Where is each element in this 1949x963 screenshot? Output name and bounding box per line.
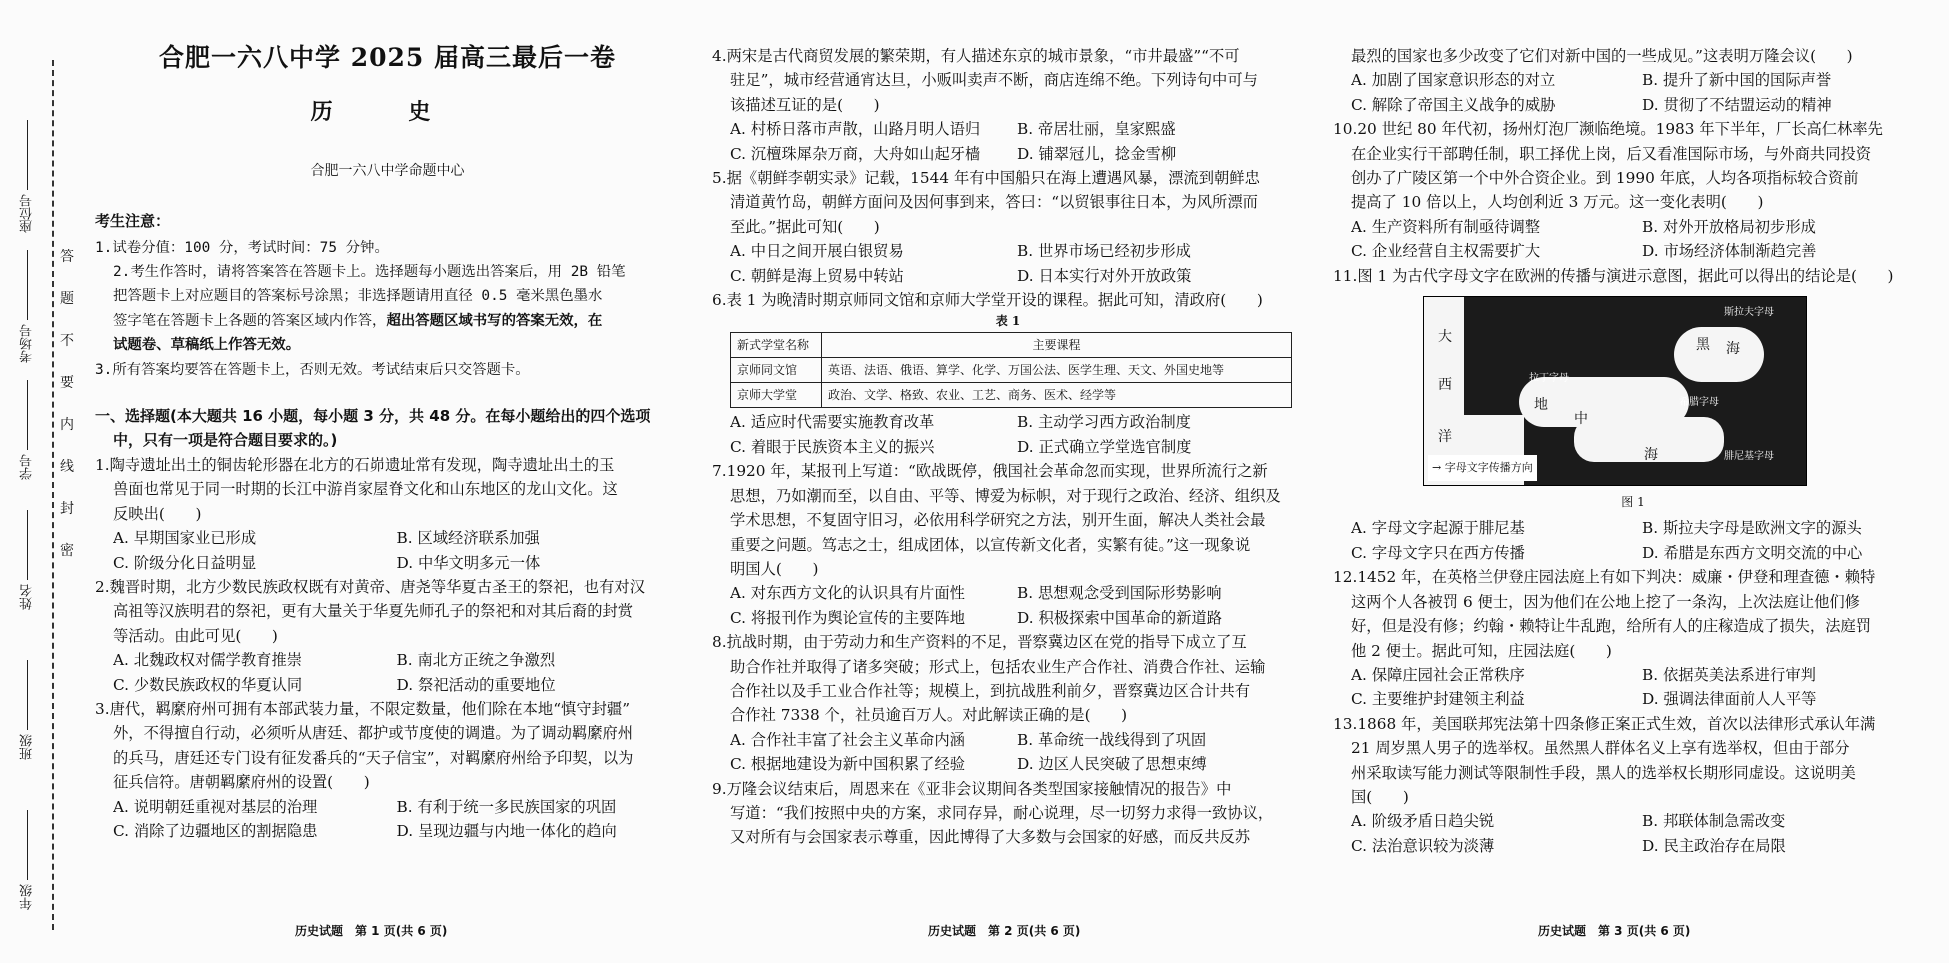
option: B. 区域经济联系加强 <box>396 529 540 548</box>
option: A. 早期国家业已形成 <box>113 529 257 548</box>
option: D. 呈现边疆与内地一体化的趋向 <box>396 821 617 840</box>
table-caption: 表 1 <box>995 314 1021 329</box>
question-4: 4.两宋是古代商贸发展的繁荣期，有人描述东京的城市景象，“市井最盛”“不可 驻足”，城市经营通宵达旦，小贩叫卖声不断，商店连绵不绝。下列诗句中可与 该描述互证的是( ) A. 村桥日落市声散，山路月明人语归 B. 帝居壮丽，皇家熙盛 C. 沉檀珠犀杂万商，大舟如山起牙樯 D. 铺翠冠儿，捻金雪柳 <box>712 44 1304 166</box>
question-2: 2.魏晋时期，北方少数民族政权既有对黄帝、唐尧等华夏古圣王的祭祀，也有对汉 高祖等汉族明君的祭祀，更有大量关于华夏先师孔子的祭祀和对其后裔的封赏 等活动。由此可见( ) A. 北魏政权对儒学教育推崇 B. 南北方正统之争激烈 C. 少数民族政权的华夏认同 D. 祭祀活动的重要地位 <box>95 575 680 697</box>
option: B. 革命统一战线得到了巩固 <box>1017 730 1207 749</box>
section-heading: 一、选择题(本大题共 16 小题，每小题 3 分，共 48 分。在每小题给出的四个选项 <box>95 407 651 426</box>
alphabet-spread-map <box>1423 296 1807 486</box>
option: D. 铺翠冠儿，捻金雪柳 <box>1017 144 1177 163</box>
grade-field: 年级 <box>18 810 37 910</box>
seal-warning: 答 题 不 要 内 线 封 密 <box>60 249 74 559</box>
option: B. 有利于统一多民族国家的巩固 <box>396 797 617 816</box>
option: D. 日本实行对外开放政策 <box>1017 266 1192 285</box>
option: D. 希腊是东西方文明交流的中心 <box>1642 543 1863 562</box>
option: B. 主动学习西方政治制度 <box>1017 413 1191 432</box>
question-9: 9.万隆会议结束后，周恩来在《亚非会议期间各类型国家接触情况的报告》中 写道：“我们按照中央的方案，求同存异，耐心说理，尽一切努力求得一致协议， 又对所有与会国家表示尊重，因此博得了大多数与会国家的好感，而反共反苏 <box>712 779 1274 847</box>
option: D. 市场经济体制渐趋完善 <box>1642 242 1817 261</box>
figure-caption: 图 1 <box>1621 495 1645 510</box>
option: C. 根据地建设为新中国积累了经验 <box>730 755 966 774</box>
option: B. 依据英美法系进行审判 <box>1642 665 1816 684</box>
option: C. 着眼于民族资本主义的振兴 <box>730 437 935 456</box>
question-13: 13.1868 年，美国联邦宪法第十四条修正案正式生效，首次以法律形式承认年满 21 周岁黑人男子的选举权。虽然黑人群体名义上享有选举权，但由于部分 州采取读写能力测试等限制性手段，黑人的选举权长期形同虚设。这说明美 国( ) A. 阶级矛盾日趋尖锐 B. 邦联体制急需改变 C. 法治意识较为淡薄 D. 民主政治存在局限 <box>1333 712 1933 858</box>
map-label: 海 <box>1644 447 1658 464</box>
option: A. 村桥日落市声散，山路月明人语归 <box>730 120 981 139</box>
page-3 <box>1333 44 1933 858</box>
notice-heading: 考生注意： <box>95 212 171 231</box>
question-11: 11.图 1 为古代字母文字在欧洲的传播与演进示意图，据此可以得出的结论是( ) 大 西 洋 地 中 海 黑 海 斯拉夫字母 拉丁字母 希腊字母 腓尼基字母 → 字母文字传播方向 图 1 A. 字母文字起源于腓尼基 B. 斯拉夫字母是欧洲文字的源头 C. 字母文字只在西方传播 D. 希腊是东西方文明交流的中心 <box>1333 264 1933 566</box>
option: A. 阶级矛盾日趋尖锐 <box>1351 812 1495 831</box>
question-3: 3.唐代，羁縻府州可拥有本部武装力量，不限定数量，他们除在本地“慎守封疆” 外，不得擅自行动，必须听从唐廷、都护或节度使的调遣。为了调动羁縻府州 的兵马，唐廷还专门设有征发番兵的“天子信宝”，对羁縻府州给予印契，以为 征兵信符。唐朝羁縻府州的设置( ) A. 说明朝廷重视对基层的治理 B. 有利于统一多民族国家的巩固 C. 消除了边疆地区的割据隐患 D. 呈现边疆与内地一体化的趋向 <box>95 697 680 843</box>
seat-number-field: 座位号 <box>18 120 37 233</box>
option: C. 阶级分化日益明显 <box>113 553 257 572</box>
map-note: 拉丁字母 <box>1529 373 1569 385</box>
question-1: 1.陶寺遗址出土的铜齿轮形器在北方的石峁遗址常有发现，陶寺遗址出土的玉 兽面也常见于同一时期的长江中游肖家屋脊文化和山东地区的龙山文化。这 反映出( ) A. 早期国家业已形成 B. 区域经济联系加强 C. 阶级分化日益明显 D. 中华文明多元一体 <box>95 453 680 575</box>
map-label: 西 <box>1438 377 1452 394</box>
map-label: 地 <box>1534 397 1548 414</box>
option: A. 合作社丰富了社会主义革命内涵 <box>730 730 965 749</box>
map-note: 斯拉夫字母 <box>1724 307 1774 319</box>
map-note: 希腊字母 <box>1679 397 1719 409</box>
option: A. 字母文字起源于腓尼基 <box>1351 519 1525 538</box>
option: D. 民主政治存在局限 <box>1642 836 1786 855</box>
option: B. 思想观念受到国际形势影响 <box>1017 584 1222 603</box>
option: B. 世界市场已经初步形成 <box>1017 242 1191 261</box>
map-label: 中 <box>1574 411 1588 428</box>
map-label: 洋 <box>1438 429 1452 446</box>
question-8: 8.抗战时期，由于劳动力和生产资料的不足，晋察冀边区在党的指导下成立了互 助合作社并取得了诸多突破；形式上，包括农业生产合作社、消费合作社、运输 合作社以及手工业合作社等；规模上，到抗战胜利前夕，晋察冀边区合计共有 合作社 7338 个，社员逾百万人。对此解读正确的是( ) A. 合作社丰富了社会主义革命内涵 B. 革命统一战线得到了巩固 C. 根据地建设为新中国积累了经验 D. 边区人民突破了思想束缚 <box>712 630 1304 776</box>
page-1: 合肥一六八中学 2025 届高三最后一卷 历 史 合肥一六八中学命题中心 考生注意： 1.试卷分值：100 分，考试时间：75 分钟。 2.考生作答时，请将答案答在答题卡上。选择题每小题选出答案后，用 2B 铅笔 把答题卡上对应题目的答案标号涂黑；非选择题请用直径 0.5 毫米黑色墨水 签字笔在答题卡上各题的答案区域内作答，超出答题区域书写的答案无效，在 试题卷、草稿纸上作答无效。 3.所有答案均要答在答题卡上，否则无效。考试结束后只交答题卡。 一、选择题(本大题共 16 小题，每小题 3 分，共 48 分。在每小题给出的四个选项 中，只有一项是符合题目要求的。) 1.陶寺遗址出土的铜齿轮形器在北方的石峁遗址常有发现，陶寺遗址出土的玉 兽面也常见于同一时期的长江中游肖家屋脊文化和山东地区的龙山文化。这 反映出( ) A. 早期国家业已形成 B. 区域经济联系加强 C. 阶级分化日益明显 D. 中华文明多元一体 2.魏晋时期，北方少数民族政权既有对黄帝、唐尧等华夏古圣王的祭祀，也有对汉 高祖等汉族明君的祭祀，更有大量关于华夏先师孔子的祭祀和对其后裔的封赏 等活动。由此可见( ) A. 北魏政权对儒学教育推崇 B. 南北方正统之争激烈 C. 少数民族政权的华夏认同 D. 祭祀活动的重要地位 3.唐代，羁縻府州可拥有本部武装力量，不限定数量，他们除在本地“慎守封疆” 外，不得擅自行动，必须听从唐廷、都护或节度使的调遣。为了调动羁縻府州 的兵马，唐廷还专门设有征发番兵的“天子信宝”，对羁縻府州给予印契，以为 征兵信符。唐朝羁縻府州的设置( ) A. 说明朝廷重视对基层的治理 B. 有利于统一多民族国家的巩固 C. 消除了边疆地区的割据隐患 D. 呈现边疆与内地一体化的趋向 <box>95 40 680 843</box>
option: B. 邦联体制急需改变 <box>1642 812 1786 831</box>
option: B. 斯拉夫字母是欧洲文字的源头 <box>1642 519 1862 538</box>
option: A. 对东西方文化的认识具有片面性 <box>730 584 965 603</box>
map-label: 海 <box>1726 341 1740 358</box>
option: B. 提升了新中国的国际声誉 <box>1642 71 1832 90</box>
option: A. 适应时代需要实施教育改革 <box>730 413 935 432</box>
notice-list: 1.试卷分值：100 分，考试时间：75 分钟。 2.考生作答时，请将答案答在答题卡上。选择题每小题选出答案后，用 2B 铅笔 把答题卡上对应题目的答案标号涂黑；非选择题请用直径 0.5 毫米黑色墨水 签字笔在答题卡上各题的答案区域内作答，超出答题区域书写的答案无效，在 试题卷、草稿纸上作答无效。 3.所有答案均要答在答题卡上，否则无效。考试结束后只交答题卡。 <box>95 239 626 378</box>
question-10: 10.20 世纪 80 年代初，扬州灯泡厂濒临绝境。1983 年下半年，厂长高仁林率先 在企业实行干部聘任制，职工择优上岗，后又看准国际市场，与外商共同投资 创办了广陵区第一个中外合资企业。到 1990 年底，人均各项指标较合资前 提高了 10 倍以上，人均创利近 3 万元。这一变化表明( ) A. 生产资料所有制亟待调整 B. 对外开放格局初步形成 C. 企业经营自主权需要扩大 D. 市场经济体制渐趋完善 <box>1333 117 1933 263</box>
student-id-field: 学号 <box>18 380 37 480</box>
option: C. 消除了边疆地区的割据隐患 <box>113 821 318 840</box>
option: C. 少数民族政权的华夏认同 <box>113 675 303 694</box>
option: C. 字母文字只在西方传播 <box>1351 543 1525 562</box>
page-1-footer: 历史试题 第 1 页(共 6 页) <box>295 924 448 938</box>
binding-margin <box>0 0 90 963</box>
option: C. 沉檀珠犀杂万商，大舟如山起牙樯 <box>730 144 981 163</box>
option: C. 法治意识较为淡薄 <box>1351 836 1495 855</box>
option: C. 企业经营自主权需要扩大 <box>1351 242 1541 261</box>
question-12: 12.1452 年，在英格兰伊登庄园法庭上有如下判决：威廉・伊登和理查德・赖特 这两个人各被罚 6 便士，因为他们在公地上挖了一条沟，上次法庭让他们修 好，但是没有修；约翰・赖特让牛乱跑，给所有人的庄稼造成了损失，法庭罚 他 2 便士。据此可知，庄园法庭( ) A. 保障庄园社会正常秩序 B. 依据英美法系进行审判 C. 主要维护封建领主利益 D. 强调法律面前人人平等 <box>1333 565 1933 711</box>
issuer: 合肥一六八中学命题中心 <box>310 162 465 179</box>
question-7: 7.1920 年，某报刊上写道：“欧战既停，俄国社会革命忽而实现，世界所流行之新 思想，乃如潮而至，以自由、平等、博爱为标帜，对于现行之政治、经济、组织及 学术思想，不复固守旧习，必依用科学研究之方法，别开生面，解决人类社会最 重要之问题。笃志之士，组成团体，以宣传新文化者，实繁有徒。”这一现象说 明国人( ) A. 对东西方文化的认识具有片面性 B. 思想观念受到国际形势影响 C. 将报刊作为舆论宣传的主要阵地 D. 积极探索中国革命的新道路 <box>712 459 1304 630</box>
map-note: 腓尼基字母 <box>1724 451 1774 463</box>
subject-title: 历 史 <box>310 99 465 126</box>
option: C. 将报刊作为舆论宣传的主要阵地 <box>730 608 966 627</box>
question-5: 5.据《朝鲜李朝实录》记载，1544 年有中国船只在海上遭遇风暴，漂流到朝鲜忠 清道黄竹岛，朝鲜方面问及因何事到来，答曰：“以贸银事往日本，为风所漂而 至此。”据此可知( ) A. 中日之间开展白银贸易 B. 世界市场已经初步形成 C. 朝鲜是海上贸易中转站 D. 日本实行对外开放政策 <box>712 166 1304 288</box>
table-row: 京师同文馆 英语、法语、俄语、算学、化学、万国公法、医学生理、天文、外国史地等 <box>731 358 1292 383</box>
question-6: 6.表 1 为晚清时期京师同文馆和京师大学堂开设的课程。据此可知，清政府( ) 表 1 新式学堂名称 主要课程 京师同文馆 英语、法语、俄语、算学、化学、万国公法、医学生理、天文、外国史地等 京师大学堂 政治、文学、格致、农业、工艺、商务、医术、经学等 A. 适应时代需要实施教育改革 B. 主动学习西方政治制度 C. 着眼于民族资本主义的振兴 D. 正式确立学堂选官制度 <box>712 288 1304 459</box>
map-label: 黑 <box>1696 337 1710 354</box>
option: D. 强调法律面前人人平等 <box>1642 690 1817 709</box>
option: D. 中华文明多元一体 <box>396 553 541 572</box>
option: D. 贯彻了不结盟运动的精神 <box>1642 95 1832 114</box>
question-9-continued: 最烈的国家也多少改变了它们对新中国的一些成见。”这表明万隆会议( ) A. 加剧了国家意识形态的对立 B. 提升了新中国的国际声誉 C. 解除了帝国主义战争的威胁 D. 贯彻了不结盟运动的精神 <box>1333 44 1933 117</box>
option: C. 朝鲜是海上贸易中转站 <box>730 266 904 285</box>
option: B. 南北方正统之争激烈 <box>396 651 556 670</box>
option: B. 帝居壮丽，皇家熙盛 <box>1017 120 1176 139</box>
page-2-footer: 历史试题 第 2 页(共 6 页) <box>928 924 1081 938</box>
page-2 <box>712 44 1304 850</box>
name-field: 姓名 <box>18 510 37 610</box>
option: A. 生产资料所有制亟待调整 <box>1351 217 1541 236</box>
option: A. 说明朝廷重视对基层的治理 <box>113 797 318 816</box>
map-legend: → 字母文字传播方向 <box>1428 455 1537 481</box>
option: D. 正式确立学堂选官制度 <box>1017 437 1192 456</box>
table-row: 京师大学堂 政治、文学、格致、农业、工艺、商务、医术、经学等 <box>731 383 1292 408</box>
map-label: 大 <box>1438 329 1452 346</box>
option: C. 解除了帝国主义战争的威胁 <box>1351 95 1556 114</box>
option: A. 北魏政权对儒学教育推崇 <box>113 651 303 670</box>
option: C. 主要维护封建领主利益 <box>1351 690 1525 709</box>
option: A. 加剧了国家意识形态的对立 <box>1351 71 1556 90</box>
seal-dashed-line <box>52 60 54 930</box>
option: A. 保障庄园社会正常秩序 <box>1351 665 1525 684</box>
course-table: 新式学堂名称 主要课程 京师同文馆 英语、法语、俄语、算学、化学、万国公法、医学生理、天文、外国史地等 京师大学堂 政治、文学、格致、农业、工艺、商务、医术、经学等 <box>730 332 1292 408</box>
option: D. 边区人民突破了思想束缚 <box>1017 755 1207 774</box>
class-field: 班级 <box>18 660 37 760</box>
option: D. 祭祀活动的重要地位 <box>396 675 556 694</box>
page-3-footer: 历史试题 第 3 页(共 6 页) <box>1538 924 1691 938</box>
exam-room-field: 考场号 <box>18 250 37 363</box>
option: A. 中日之间开展白银贸易 <box>730 242 904 261</box>
option: D. 积极探索中国革命的新道路 <box>1017 608 1223 627</box>
exam-title: 合肥一六八中学 2025 届高三最后一卷 <box>159 43 616 72</box>
option: B. 对外开放格局初步形成 <box>1642 217 1816 236</box>
